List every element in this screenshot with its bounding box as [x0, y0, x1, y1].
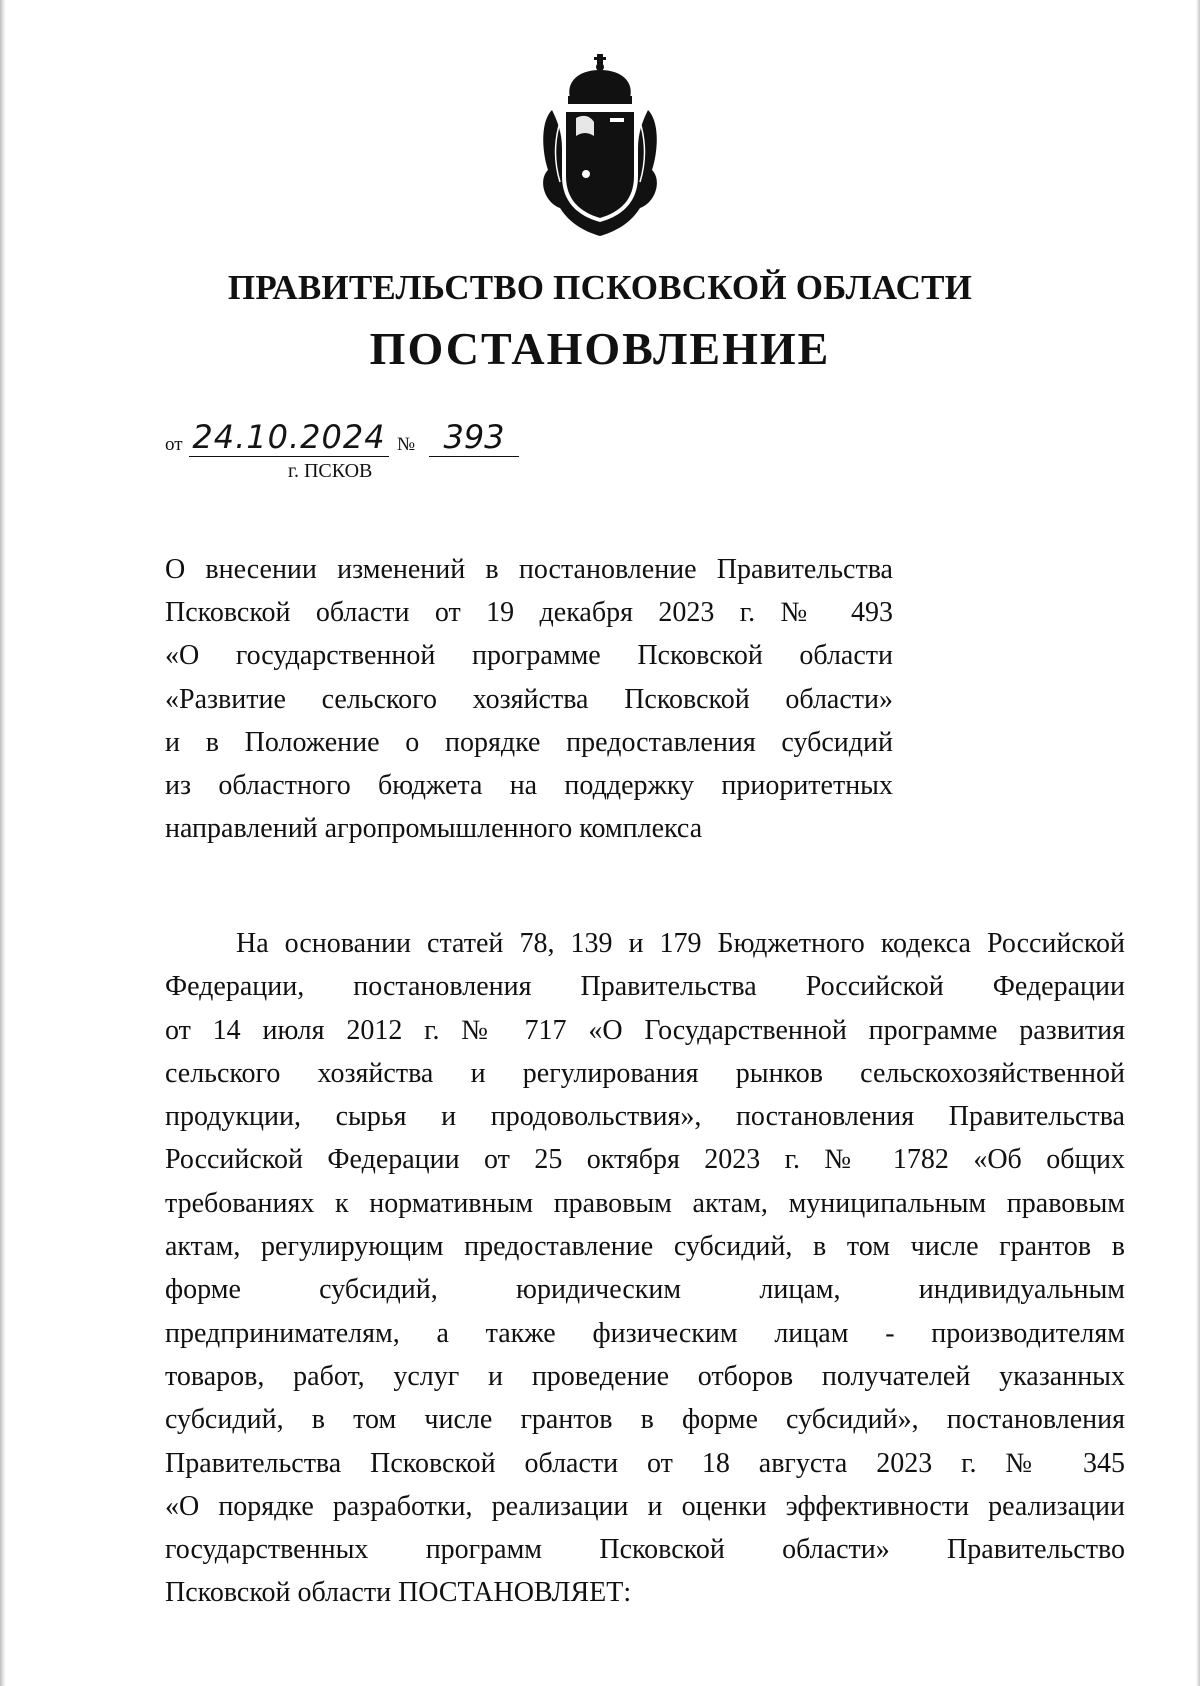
body-line: сельского хозяйства и регулирования рынков сельскохозяйственной: [165, 1057, 1125, 1089]
body-line: Федерации, постановления Правительства Российской Федерации: [165, 971, 1125, 1003]
body-line: субсидий, в том числе грантов в форме субсидий», постановления: [165, 1404, 1125, 1436]
body-line: товаров, работ, услуг и проведение отборов получателей указанных: [165, 1360, 1125, 1392]
body-line: актам, регулирующим предоставление субсидий, в том числе грантов в: [165, 1231, 1125, 1263]
date-prefix: от: [165, 434, 183, 455]
body-line: На основании статей 78, 139 и 179 Бюджетного кодекса Российской: [236, 928, 1125, 959]
body-line: форме субсидий, юридическим лицам, индивидуальным: [165, 1274, 1125, 1306]
body-line: от 14 июля 2012 г. № 717 «О Государственной программе развития: [165, 1014, 1125, 1046]
subject-line: «О государственной программе Псковской области: [165, 640, 893, 672]
document-type: ПОСТАНОВЛЕНИЕ: [369, 323, 831, 374]
body-line: Псковской области ПОСТАНОВЛЯЕТ:: [165, 1577, 632, 1609]
subject-line: «Развитие сельского хозяйства Псковской области»: [165, 683, 893, 715]
document-date: 24.10.2024: [189, 418, 389, 457]
body-line: предпринимателям, а также физическим лицам - производителям: [165, 1317, 1125, 1349]
subject-line: из областного бюджета на поддержку приоритетных: [165, 770, 893, 802]
document-body: [165, 922, 1125, 1615]
body-line: государственных программ Псковской области» Правительство: [165, 1534, 1125, 1566]
subject-line: направлений агропромышленного комплекса: [165, 813, 703, 845]
city-name: г. ПСКОВ: [288, 460, 373, 482]
document-number: 393: [429, 418, 519, 457]
subject-line: О внесении изменений в постановление Правительства: [165, 554, 893, 585]
body-line: продукции, сырья и продовольствия», постановления Правительства: [165, 1101, 1125, 1133]
scan-edge-right: [1196, 0, 1200, 1686]
pskov-coat-of-arms-icon: [530, 52, 670, 238]
body-line: Российской Федерации от 25 октября 2023 г. № 1782 «Об общих: [165, 1144, 1125, 1176]
document-subject: [165, 548, 893, 850]
number-prefix: №: [397, 434, 416, 455]
body-line: требованиях к нормативным правовым актам, муниципальным правовым: [165, 1187, 1125, 1219]
body-line: Правительства Псковской области от 18 августа 2023 г. № 345: [165, 1447, 1125, 1479]
body-line: «О порядке разработки, реализации и оценки эффективности реализации: [165, 1490, 1125, 1522]
organization-name: ПРАВИТЕЛЬСТВО ПСКОВСКОЙ ОБЛАСТИ: [227, 268, 973, 307]
subject-line: и в Положение о порядке предоставления субсидий: [165, 726, 893, 758]
subject-line: Псковской области от 19 декабря 2023 г. № 493: [165, 597, 893, 629]
scan-edge-left: [0, 0, 6, 1686]
